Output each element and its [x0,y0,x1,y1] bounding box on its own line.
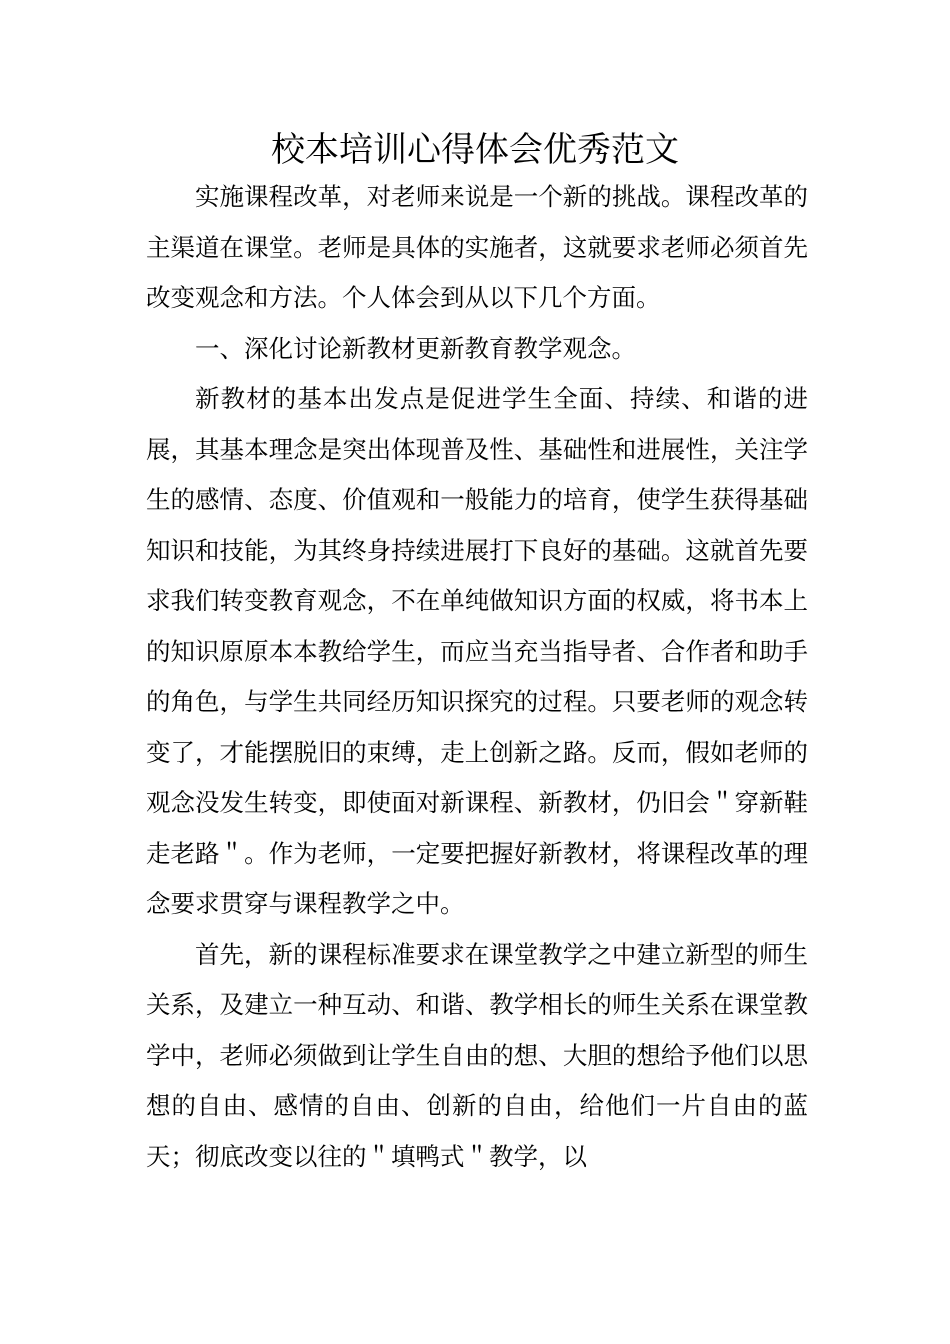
document-body [146,172,808,1182]
paragraph-section-heading: 一、深化讨论新教材更新教育教学观念。 [195,333,636,363]
paragraph-intro: 实施课程改革，对老师来说是一个新的挑战。课程改革的主渠道在课堂。老师是具体的实施者，这就要求老师必须首先改变观念和方法。个人体会到从以下几个方面。 [146,182,808,312]
paragraph-new-textbook: 新教材的基本出发点是促进学生全面、持续、和谐的进展，其基本理念是突出体现普及性、基础性和进展性，关注学生的感情、态度、价值观和一般能力的培育，使学生获得基础知识和技能，为其终身持续进展打下良好的基础。这就首先要求我们转变教育观念，不在单纯做知识方面的权威，将书本上的知识原原本本教给学生，而应当充当指导者、合作者和助手的角色，与学生共同经历知识探究的过程。只要老师的观念转变了，才能摆脱旧的束缚，走上创新之路。反而，假如老师的观念没发生转变，即使面对新课程、新教材，仍旧会＂穿新鞋走老路＂。作为老师，一定要把握好新教材，将课程改革的理念要求贯穿与课程教学之中。 [146,384,808,918]
paragraph-first: 首先，新的课程标准要求在课堂教学之中建立新型的师生关系，及建立一种互动、和谐、教学相长的师生关系在课堂教学中，老师必须做到让学生自由的想、大胆的想给予他们以思想的自由、感情的自由、创新的自由，给他们一片自由的蓝天；彻底改变以往的＂填鸭式＂教学，以 [146,939,808,1171]
document-title: 校本培训心得体会优秀范文 [271,130,679,170]
